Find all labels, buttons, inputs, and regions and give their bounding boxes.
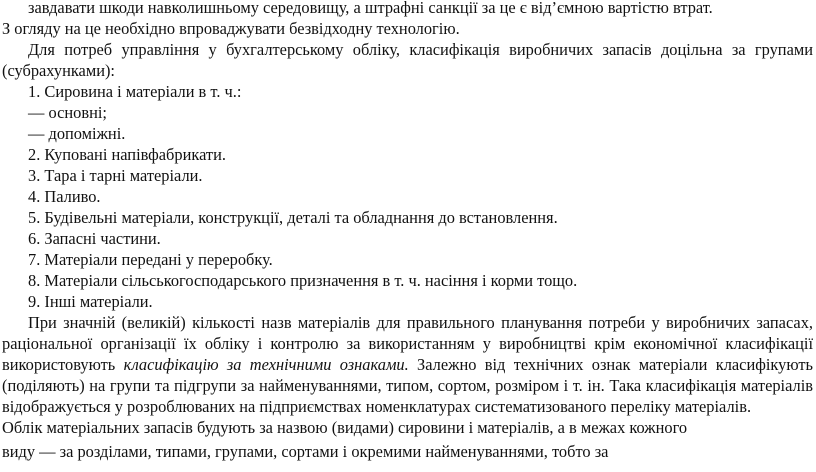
list-item: 6. Запасні частини. (28, 229, 161, 248)
list-item: 2. Куповані напівфабрикати. (28, 145, 226, 164)
paragraph-technical-part-b: Залежно від технічних ознак матеріали класифікують (поділяють) на групи та підгрупи за найменуваннями, типом, сортом, розміром і т. ін. Така класифікація матеріалів відображується у розроблюваних на підприємствах номенклатурах систематизованого переліку матеріалів. (2, 355, 813, 416)
paragraph-needs: Для потреб управління у бухгалтерському обліку, класифікація виробничих запасів доцільна за групами (субрахунками): (2, 40, 813, 80)
classification-list (2, 81, 813, 312)
list-item: 7. Матеріали передані у переробку. (28, 250, 273, 269)
paragraph-technical-classification (2, 312, 813, 417)
paragraph-accounting-line-2: виду — за розділами, типами, групами, сортами і окремими найменуваннями, тобто за (2, 442, 609, 461)
technical-classification-term: класифікацію за технічними ознаками. (123, 355, 409, 374)
paragraph-technical-part-a: При значній (великій) кількості назв матеріалів для правильного планування потреби у виробничих запасах, раціональної організації їх обліку і контролю за використанням у виробництві крім економічної класифікації використовують (2, 313, 813, 374)
document-page (2, 0, 813, 462)
paragraph-intro-line-2: З огляду на це необхідно впроваджувати безвідходну технологію. (2, 19, 460, 38)
paragraph-intro-line-1: завдавати шкоди навколишньому середовищу, а штрафні санкції за це є від’ємною вартістю втрат. (28, 0, 713, 17)
paragraph-accounting-line-1: Облік матеріальних запасів будують за назвою (видами) сировини і матеріалів, а в межах кожного (2, 418, 688, 437)
list-item: — допоміжні. (28, 124, 126, 143)
list-item: — основні; (28, 103, 107, 122)
list-item: 5. Будівельні матеріали, конструкції, деталі та обладнання до встановлення. (28, 208, 558, 227)
list-item: 4. Паливо. (28, 187, 101, 206)
list-item: 1. Сировина і матеріали в т. ч.: (28, 82, 242, 101)
list-item: 3. Тара і тарні матеріали. (28, 166, 203, 185)
list-item: 9. Інші матеріали. (28, 292, 153, 311)
list-item: 8. Матеріали сільськогосподарського призначення в т. ч. насіння і корми тощо. (28, 271, 578, 290)
